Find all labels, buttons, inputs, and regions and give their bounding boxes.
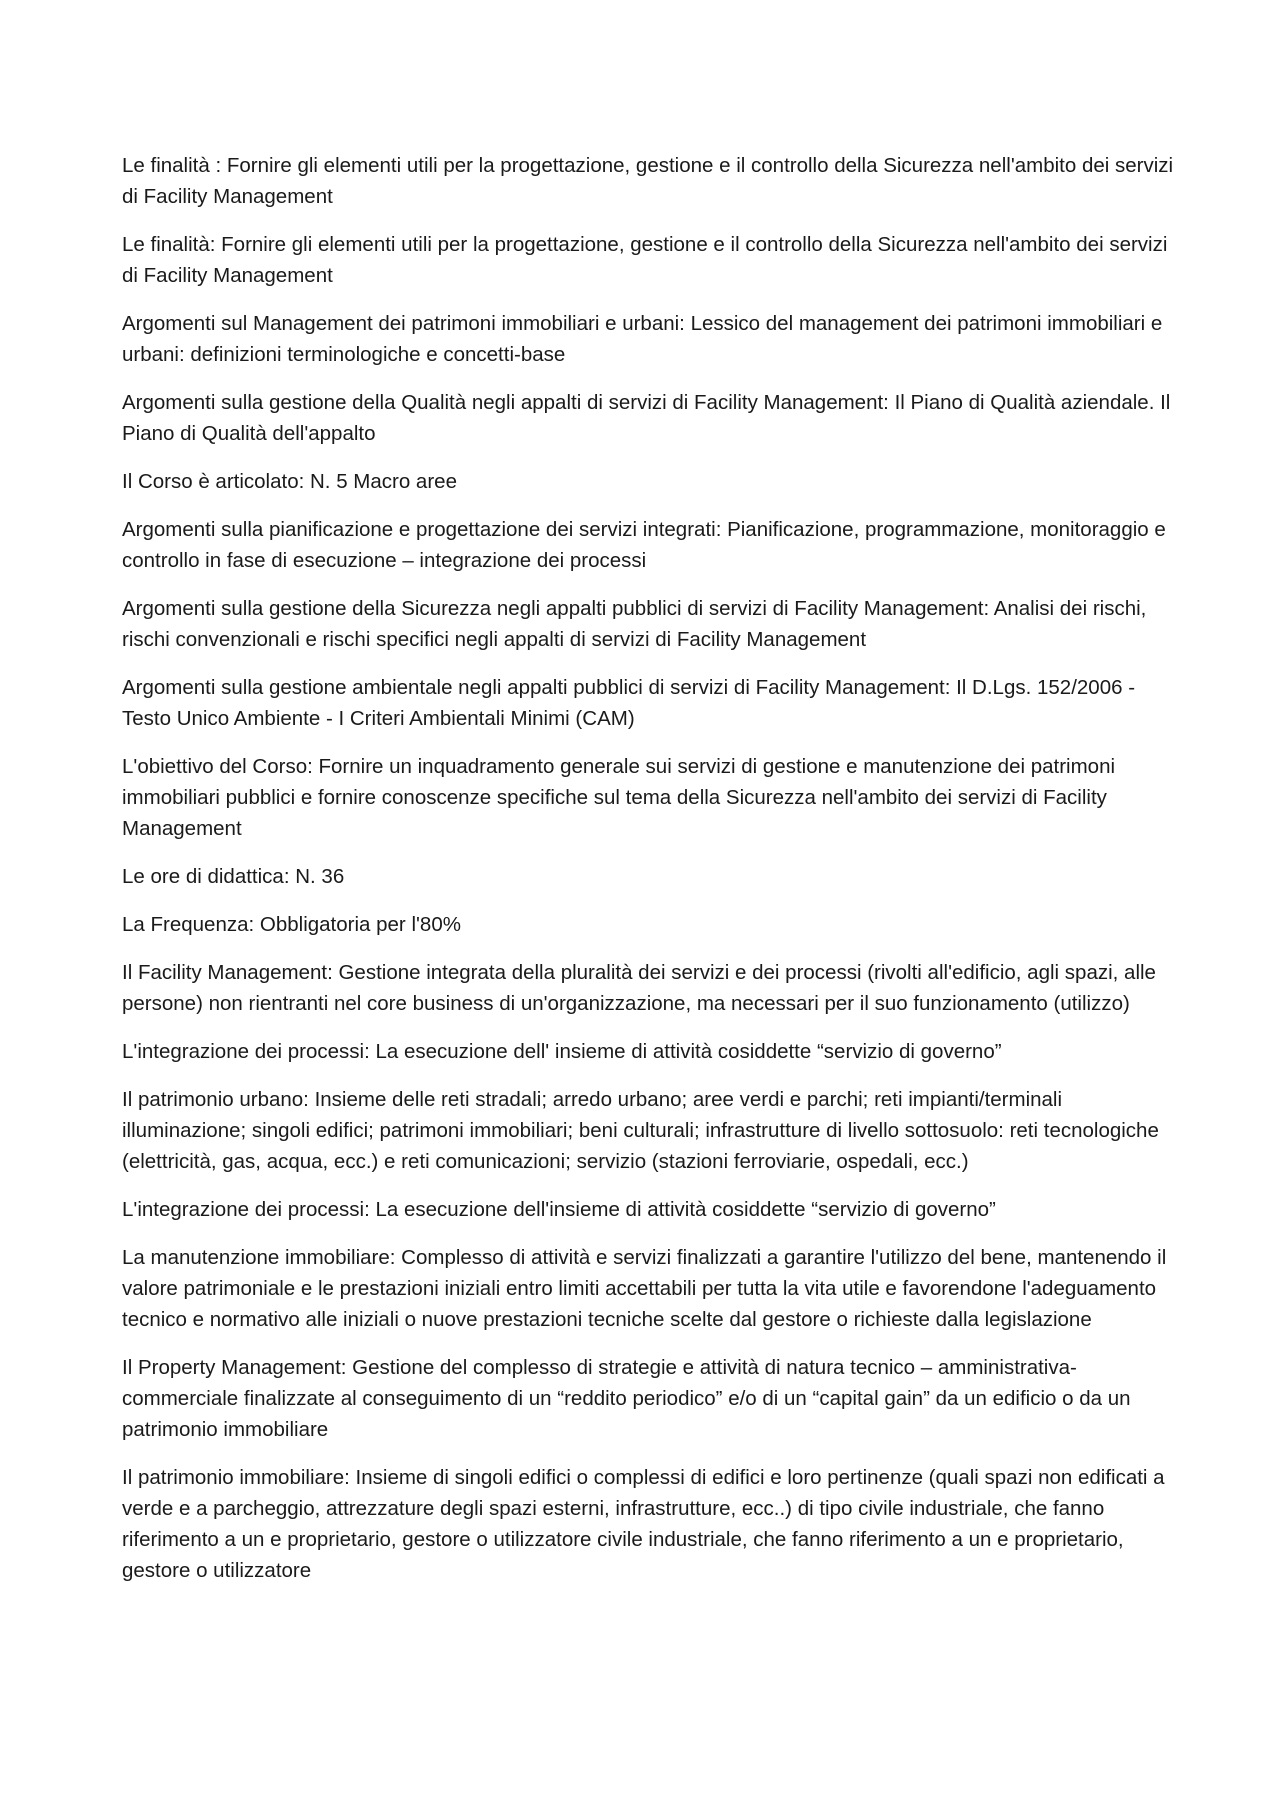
paragraph-sicurezza: Argomenti sulla gestione della Sicurezza negli appalti pubblici di servizi di Facility Management: Analisi dei rischi, rischi convenzionali e rischi specifici negli appalti di servizi di Facility Management	[122, 597, 1147, 651]
paragraph-qualita: Argomenti sulla gestione della Qualità negli appalti di servizi di Facility Management: Il Piano di Qualità aziendale. Il Piano di Qualità dell'appalto	[122, 391, 1171, 445]
paragraph-manutenzione: La manutenzione immobiliare: Complesso di attività e servizi finalizzati a garantire l'utilizzo del bene, mantenendo il valore patrimoniale e le prestazioni iniziali entro limiti accettabili per tutta la vita utile e favorendone l'adeguamento tecnico e normativo alle iniziali o nuove prestazioni tecniche scelte dal gestore o richieste dalla legislazione	[122, 1246, 1167, 1331]
paragraph-facility-management: Il Facility Management: Gestione integrata della pluralità dei servizi e dei processi (rivolti all'edificio, agli spazi, alle persone) non rientranti nel core business di un'organizzazione, ma necessari per il suo funzionamento (utilizzo)	[122, 961, 1156, 1015]
document-page	[122, 150, 1182, 1603]
paragraph-property-management: Il Property Management: Gestione del complesso di strategie e attività di natura tecnico – amministrativa-commerciale finalizzate al conseguimento di un “reddito periodico” e/o di un “capital gain” da un edificio o da un patrimonio immobiliare	[122, 1356, 1131, 1441]
paragraph-management-patrimoni: Argomenti sul Management dei patrimoni immobiliari e urbani: Lessico del management dei patrimoni immobiliari e urbani: definizioni terminologiche e concetti-base	[122, 312, 1163, 366]
paragraph-integrazione-processi-2: L'integrazione dei processi: La esecuzione dell'insieme di attività cosiddette “servizio di governo”	[122, 1198, 996, 1221]
paragraph-ore-didattica: Le ore di didattica: N. 36	[122, 865, 345, 888]
paragraph-finalita-1: Le finalità : Fornire gli elementi utili per la progettazione, gestione e il controllo della Sicurezza nell'ambito dei servizi di Facility Management	[122, 154, 1174, 208]
paragraph-corso-articolato: Il Corso è articolato: N. 5 Macro aree	[122, 470, 457, 493]
paragraph-ambientale: Argomenti sulla gestione ambientale negli appalti pubblici di servizi di Facility Management: Il D.Lgs. 152/2006 - Testo Unico Ambiente - I Criteri Ambientali Minimi (CAM)	[122, 676, 1136, 730]
paragraph-frequenza: La Frequenza: Obbligatoria per l'80%	[122, 913, 461, 936]
paragraph-patrimonio-urbano: Il patrimonio urbano: Insieme delle reti stradali; arredo urbano; aree verdi e parchi; reti impianti/terminali illuminazione; singoli edifici; patrimoni immobiliari; beni culturali; infrastrutture di livello sottosuolo: reti tecnologiche (elettricità, gas, acqua, ecc.) e reti comunicazioni; servizio (stazioni ferroviarie, ospedali, ecc.)	[122, 1088, 1159, 1173]
paragraph-pianificazione: Argomenti sulla pianificazione e progettazione dei servizi integrati: Pianificazione, programmazione, monitoraggio e controllo in fase di esecuzione – integrazione dei processi	[122, 518, 1166, 572]
paragraph-obiettivo: L'obiettivo del Corso: Fornire un inquadramento generale sui servizi di gestione e manutenzione dei patrimoni immobiliari pubblici e fornire conoscenze specifiche sul tema della Sicurezza nell'ambito dei servizi di Facility Management	[122, 755, 1116, 840]
paragraph-patrimonio-immobiliare: Il patrimonio immobiliare: Insieme di singoli edifici o complessi di edifici e loro pertinenze (quali spazi non edificati a verde e a parcheggio, attrezzature degli spazi esterni, infrastrutture, ecc..) di tipo civile industriale, che fanno riferimento a un e proprietario, gestore o utilizzatore civile industriale, che fanno riferimento a un e proprietario, gestore o utilizzatore	[122, 1466, 1165, 1582]
paragraph-integrazione-processi-1: L'integrazione dei processi: La esecuzione dell' insieme di attività cosiddette “servizio di governo”	[122, 1040, 1002, 1063]
paragraph-finalita-2: Le finalità: Fornire gli elementi utili per la progettazione, gestione e il controllo della Sicurezza nell'ambito dei servizi di Facility Management	[122, 233, 1168, 287]
